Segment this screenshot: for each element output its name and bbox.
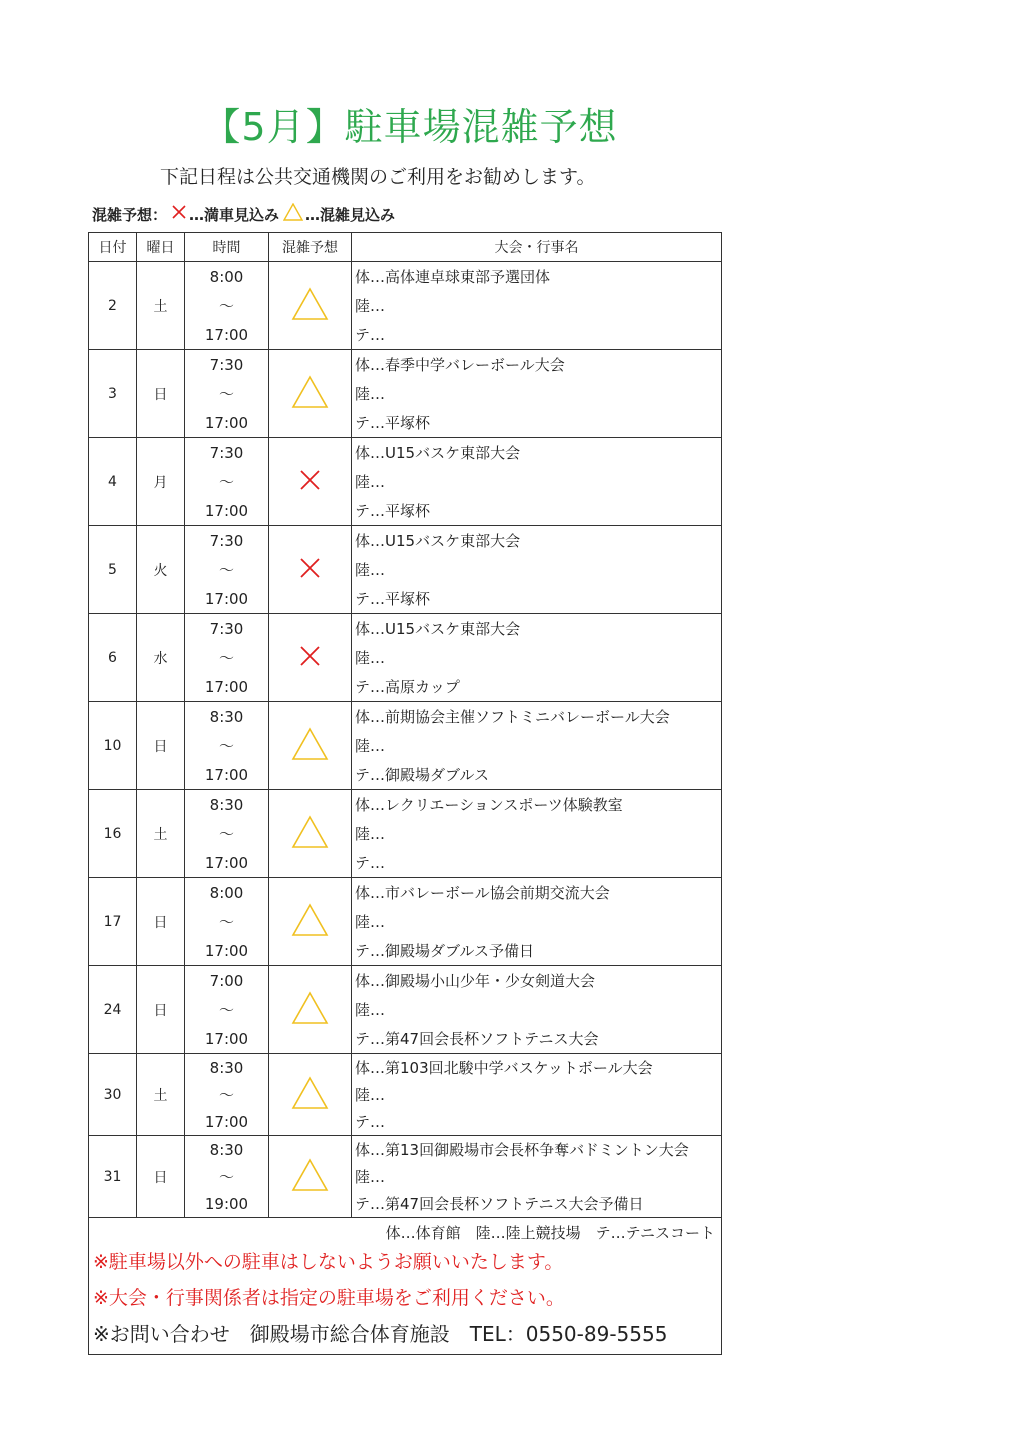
event-line: 陸… xyxy=(355,297,386,315)
weekday-cell: 火 xyxy=(137,526,185,614)
busy-triangle-icon xyxy=(291,394,329,413)
event-line: 体…市バレーボール協会前期交流大会 xyxy=(355,884,610,902)
header-weekday: 曜日 xyxy=(137,233,185,262)
time-tilde: 〜 xyxy=(218,473,234,491)
weekday-cell: 日 xyxy=(137,702,185,790)
date-cell: 4 xyxy=(89,438,137,526)
header-event: 大会・行事名 xyxy=(352,233,722,262)
busy-triangle-icon xyxy=(291,306,329,325)
time-cell xyxy=(185,790,269,878)
event-line: テ…第47回会長杯ソフトテニス大会予備日 xyxy=(355,1195,644,1213)
date-cell: 30 xyxy=(89,1054,137,1136)
event-line: テ… xyxy=(355,326,386,344)
start-time: 7:30 xyxy=(209,355,244,374)
table-row xyxy=(89,790,722,878)
start-time: 8:30 xyxy=(209,795,244,814)
time-cell xyxy=(185,614,269,702)
header-forecast: 混雑予想 xyxy=(269,233,352,262)
weekday-cell: 日 xyxy=(137,1136,185,1218)
forecast-cell xyxy=(269,614,352,702)
date-cell: 17 xyxy=(89,878,137,966)
event-line: テ…平塚杯 xyxy=(355,414,431,432)
busy-triangle-icon xyxy=(291,746,329,765)
start-time: 7:30 xyxy=(209,619,244,638)
event-line: テ…御殿場ダブルス予備日 xyxy=(355,942,534,960)
date-cell: 24 xyxy=(89,966,137,1054)
time-tilde: 〜 xyxy=(218,1001,234,1019)
end-time: 17:00 xyxy=(204,765,249,784)
time-tilde: 〜 xyxy=(218,1168,234,1186)
time-tilde: 〜 xyxy=(218,385,234,403)
time-cell xyxy=(185,262,269,350)
staff-parking-note: ※大会・行事関係者は指定の駐車場をご利用ください。 xyxy=(93,1287,565,1309)
event-cell xyxy=(352,1054,722,1136)
time-cell xyxy=(185,878,269,966)
table-row xyxy=(89,526,722,614)
event-line: 体…前期協会主催ソフトミニバレーボール大会 xyxy=(355,708,670,726)
end-time: 19:00 xyxy=(204,1194,249,1213)
page-title: 【5月】駐車場混雑予想 xyxy=(202,105,618,149)
forecast-cell xyxy=(269,1136,352,1218)
end-time: 17:00 xyxy=(204,501,249,520)
time-cell xyxy=(185,966,269,1054)
event-line: 陸… xyxy=(355,1168,386,1186)
event-cell xyxy=(352,966,722,1054)
time-tilde: 〜 xyxy=(218,561,234,579)
table-row xyxy=(89,878,722,966)
start-time: 8:30 xyxy=(209,1140,244,1159)
event-line: 陸… xyxy=(355,1086,386,1104)
time-cell xyxy=(185,702,269,790)
end-time: 17:00 xyxy=(204,413,249,432)
forecast-legend xyxy=(92,203,395,225)
header-date: 日付 xyxy=(89,233,137,262)
date-cell: 16 xyxy=(89,790,137,878)
start-time: 8:00 xyxy=(209,267,244,286)
event-line: 体…U15バスケ東部大会 xyxy=(355,444,521,462)
forecast-cell xyxy=(269,702,352,790)
legend-prefix: 混雑予想： xyxy=(92,205,168,224)
event-cell xyxy=(352,526,722,614)
weekday-cell: 月 xyxy=(137,438,185,526)
time-tilde: 〜 xyxy=(218,913,234,931)
end-time: 17:00 xyxy=(204,677,249,696)
date-cell: 5 xyxy=(89,526,137,614)
event-line: 体…高体連卓球東部予選団体 xyxy=(355,268,551,286)
table-header-row xyxy=(89,233,722,262)
header-time: 時間 xyxy=(185,233,269,262)
time-cell xyxy=(185,526,269,614)
event-line: テ…平塚杯 xyxy=(355,590,431,608)
event-line: テ… xyxy=(355,1113,386,1131)
event-line: 陸… xyxy=(355,473,386,491)
event-line: 陸… xyxy=(355,385,386,403)
forecast-cell xyxy=(269,966,352,1054)
table-row xyxy=(89,350,722,438)
end-time: 17:00 xyxy=(204,1029,249,1048)
event-line: 陸… xyxy=(355,737,386,755)
event-line: テ… xyxy=(355,854,386,872)
time-cell xyxy=(185,350,269,438)
table-row xyxy=(89,1136,722,1218)
event-line: 体…第13回御殿場市会長杯争奪バドミントン大会 xyxy=(355,1141,689,1159)
event-line: 体…第103回北駿中学バスケットボール大会 xyxy=(355,1059,653,1077)
time-tilde: 〜 xyxy=(218,297,234,315)
busy-triangle-icon xyxy=(283,203,303,225)
table-row xyxy=(89,702,722,790)
start-time: 8:30 xyxy=(209,1058,244,1077)
event-line: 体…春季中学バレーボール大会 xyxy=(355,356,565,374)
end-time: 17:00 xyxy=(204,1112,249,1131)
abbreviation-legend: 体…体育館 陸…陸上競技場 テ…テニスコート xyxy=(385,1224,715,1242)
forecast-cell xyxy=(269,350,352,438)
end-time: 17:00 xyxy=(204,853,249,872)
forecast-cell xyxy=(269,526,352,614)
event-cell xyxy=(352,350,722,438)
event-line: 体…御殿場小山少年・少女剣道大会 xyxy=(355,972,596,990)
footer-row xyxy=(89,1218,722,1355)
full-cross-icon xyxy=(297,566,323,585)
contact-info: ※お問い合わせ 御殿場市総合体育施設 TEL：0550-89-5555 xyxy=(93,1322,668,1346)
event-line: 陸… xyxy=(355,649,386,667)
start-time: 7:00 xyxy=(209,971,244,990)
event-cell xyxy=(352,1136,722,1218)
time-tilde: 〜 xyxy=(218,649,234,667)
event-line: 体…U15バスケ東部大会 xyxy=(355,620,521,638)
date-cell: 3 xyxy=(89,350,137,438)
forecast-cell xyxy=(269,438,352,526)
date-cell: 31 xyxy=(89,1136,137,1218)
forecast-cell xyxy=(269,790,352,878)
weekday-cell: 日 xyxy=(137,350,185,438)
busy-triangle-icon xyxy=(291,834,329,853)
table-row xyxy=(89,614,722,702)
time-tilde: 〜 xyxy=(218,825,234,843)
table-row xyxy=(89,1054,722,1136)
end-time: 17:00 xyxy=(204,325,249,344)
table-row xyxy=(89,438,722,526)
full-cross-icon xyxy=(297,654,323,673)
date-cell: 10 xyxy=(89,702,137,790)
event-line: テ…高原カップ xyxy=(355,678,460,696)
end-time: 17:00 xyxy=(204,941,249,960)
forecast-cell xyxy=(269,262,352,350)
start-time: 7:30 xyxy=(209,443,244,462)
event-line: テ…平塚杯 xyxy=(355,502,431,520)
legend-busy-label: …混雑見込み xyxy=(305,205,396,224)
weekday-cell: 土 xyxy=(137,262,185,350)
event-cell xyxy=(352,790,722,878)
start-time: 8:30 xyxy=(209,707,244,726)
weekday-cell: 日 xyxy=(137,966,185,1054)
date-cell: 2 xyxy=(89,262,137,350)
date-cell: 6 xyxy=(89,614,137,702)
busy-triangle-icon xyxy=(291,1095,329,1114)
table-row xyxy=(89,262,722,350)
event-line: テ…御殿場ダブルス xyxy=(355,766,489,784)
event-line: 陸… xyxy=(355,561,386,579)
weekday-cell: 土 xyxy=(137,790,185,878)
full-cross-icon xyxy=(171,204,187,224)
footer-cell xyxy=(89,1218,722,1355)
schedule-table xyxy=(88,232,722,1355)
time-cell xyxy=(185,1054,269,1136)
busy-triangle-icon xyxy=(291,1010,329,1029)
event-cell xyxy=(352,262,722,350)
legend-full-label: …満車見込み xyxy=(189,205,280,224)
end-time: 17:00 xyxy=(204,589,249,608)
parking-note: ※駐車場以外への駐車はしないようお願いいたします。 xyxy=(93,1251,564,1273)
weekday-cell: 日 xyxy=(137,878,185,966)
time-cell xyxy=(185,438,269,526)
event-line: 陸… xyxy=(355,825,386,843)
page-subtitle: 下記日程は公共交通機関のご利用をお勧めします。 xyxy=(160,166,596,188)
busy-triangle-icon xyxy=(291,1177,329,1196)
busy-triangle-icon xyxy=(291,922,329,941)
forecast-cell xyxy=(269,878,352,966)
time-tilde: 〜 xyxy=(218,1086,234,1104)
event-line: 陸… xyxy=(355,1001,386,1019)
table-row xyxy=(89,966,722,1054)
event-cell xyxy=(352,878,722,966)
event-cell xyxy=(352,438,722,526)
time-cell xyxy=(185,1136,269,1218)
time-tilde: 〜 xyxy=(218,737,234,755)
start-time: 8:00 xyxy=(209,883,244,902)
event-line: 体…レクリエーションスポーツ体験教室 xyxy=(355,796,623,814)
weekday-cell: 水 xyxy=(137,614,185,702)
event-line: 陸… xyxy=(355,913,386,931)
start-time: 7:30 xyxy=(209,531,244,550)
event-cell xyxy=(352,702,722,790)
full-cross-icon xyxy=(297,478,323,497)
event-line: テ…第47回会長杯ソフトテニス大会 xyxy=(355,1030,599,1048)
event-cell xyxy=(352,614,722,702)
event-line: 体…U15バスケ東部大会 xyxy=(355,532,521,550)
forecast-cell xyxy=(269,1054,352,1136)
weekday-cell: 土 xyxy=(137,1054,185,1136)
